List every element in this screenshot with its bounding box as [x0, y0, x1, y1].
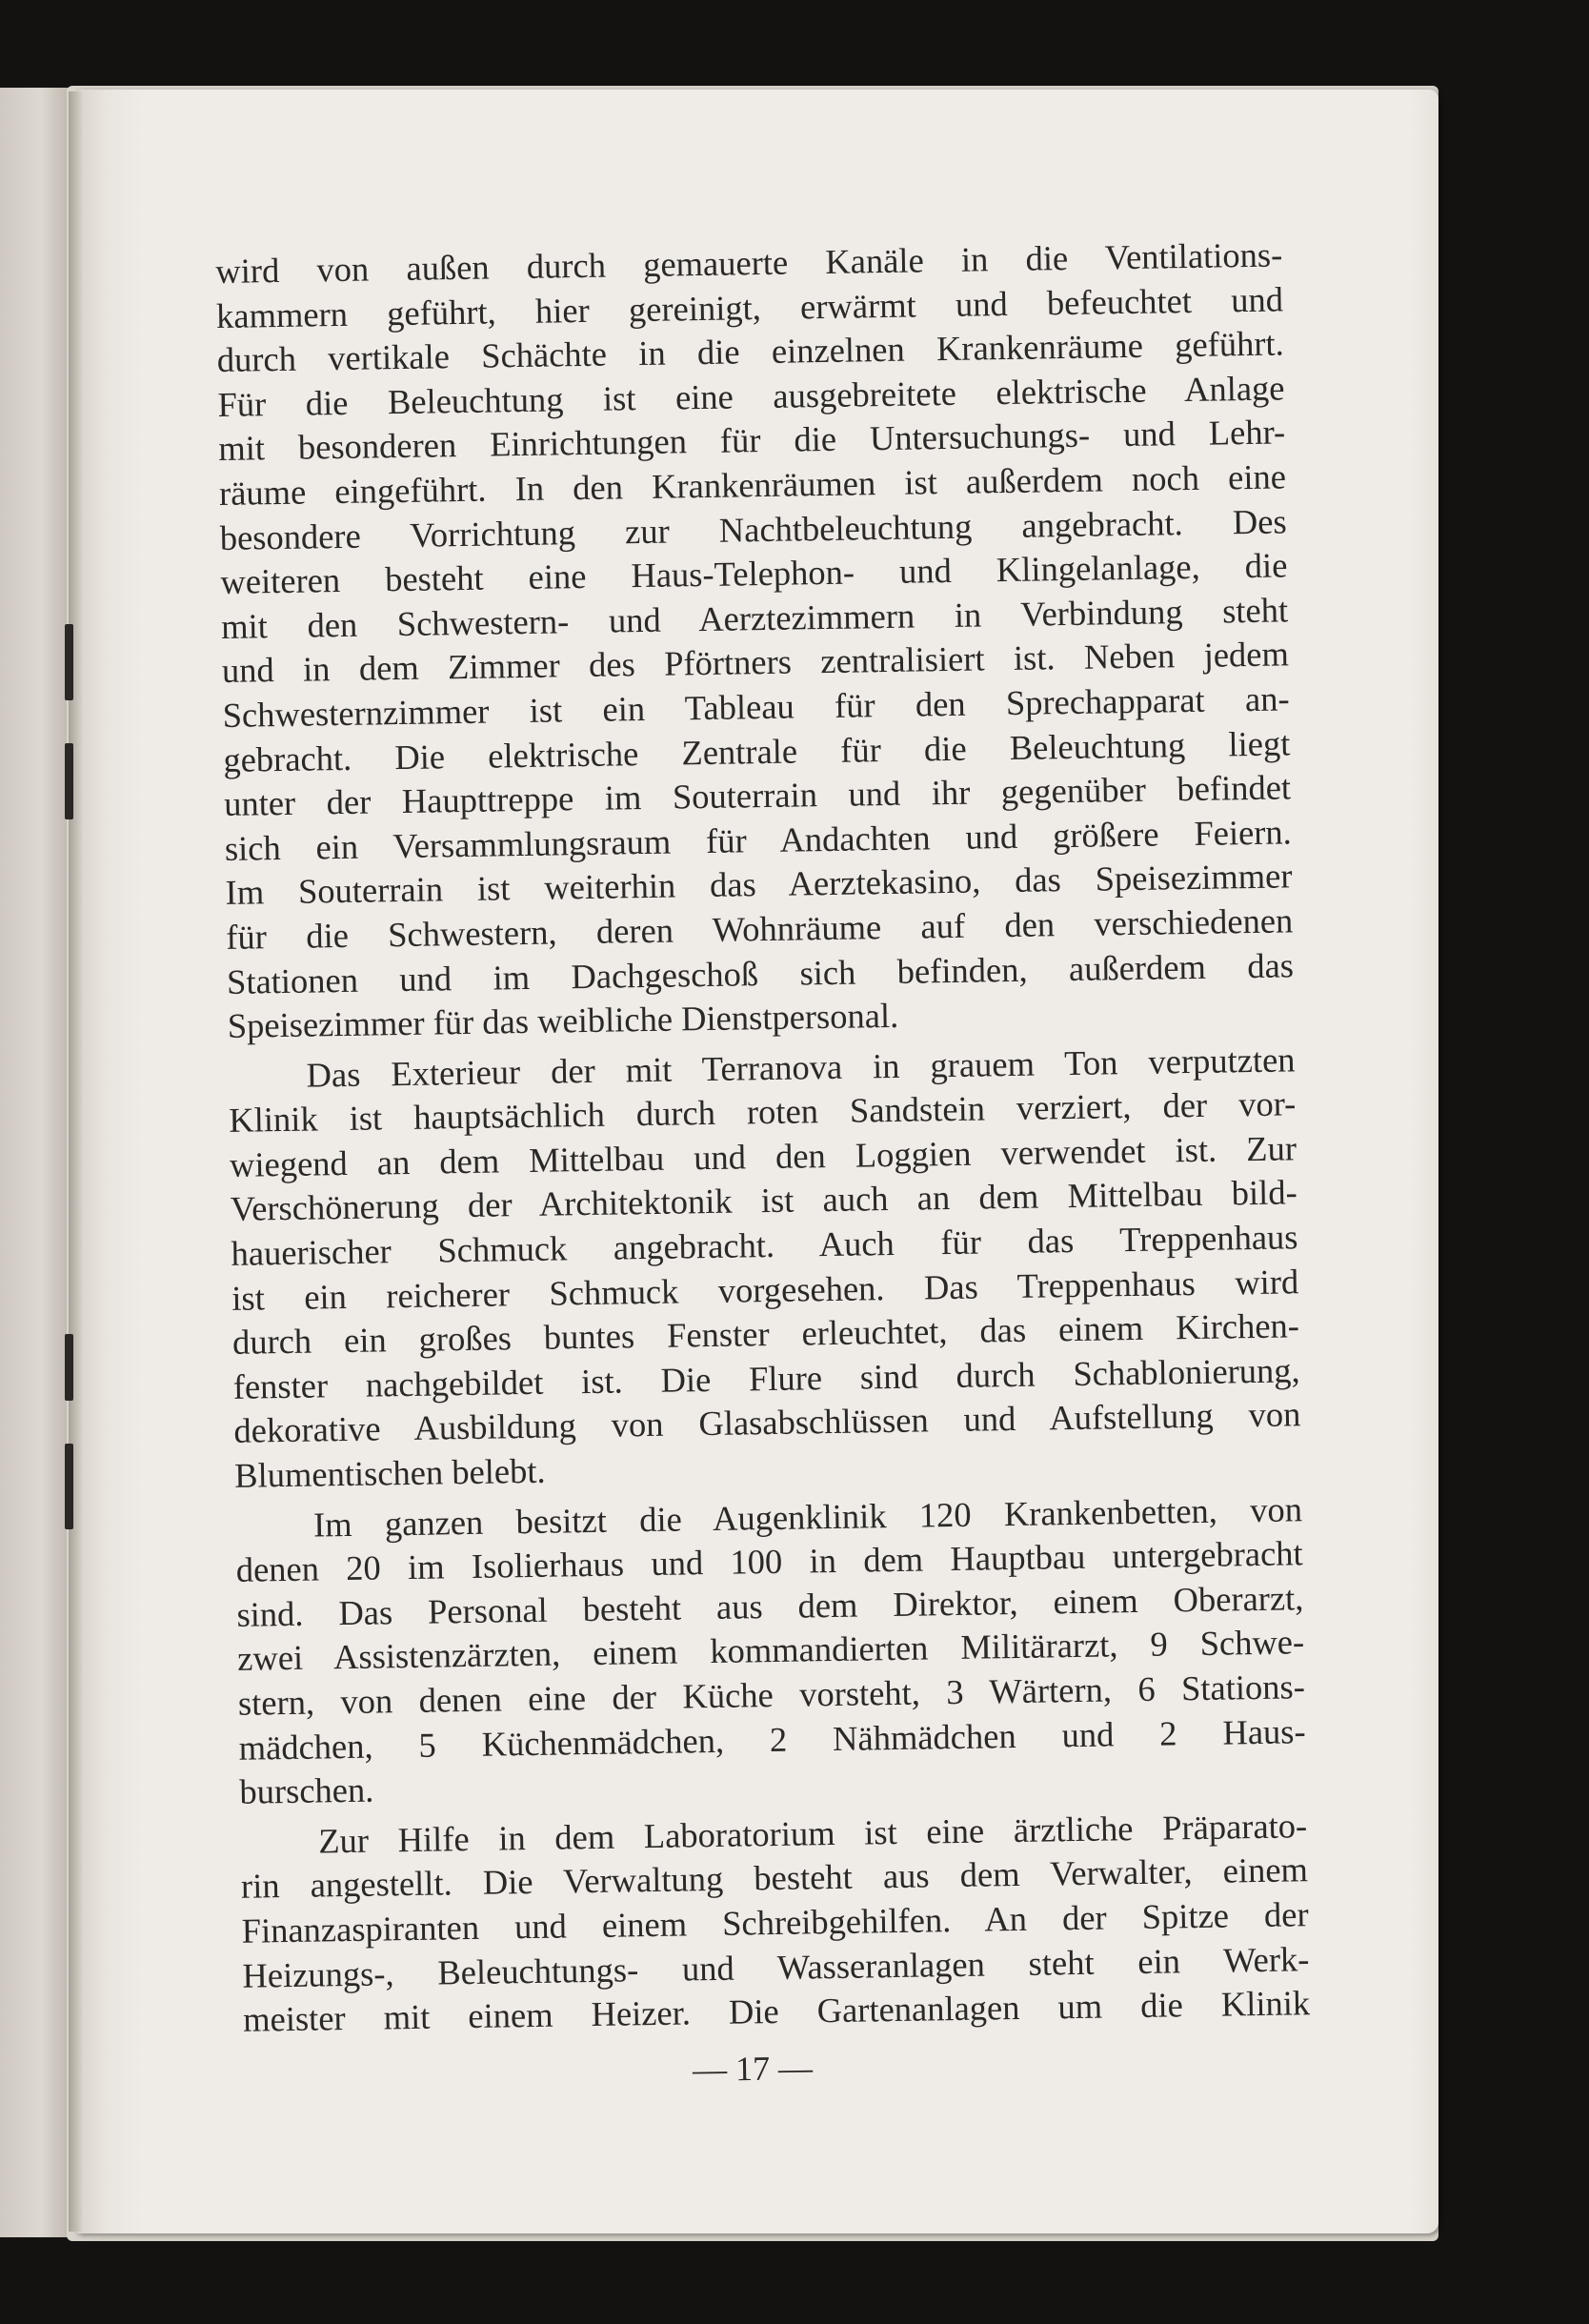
text-line: gebracht. Die elektrische Zentrale für die Beleuchtung liegt: [223, 722, 1291, 779]
text-line: für die Schwestern, deren Wohnräume auf den verschiedenen: [226, 900, 1294, 957]
text-line: stern, von denen eine der Küche vorsteht, 3 Wärtern, 6 Stations-: [237, 1667, 1306, 1723]
text-line: dekorative Ausbildung von Glasabschlüssen und Aufstellung von: [233, 1394, 1301, 1451]
text-line: hauerischer Schmuck angebracht. Auch für das Treppenhaus: [231, 1217, 1298, 1273]
text-line: mädchen, 5 Küchenmädchen, 2 Nähmädchen und 2 Haus-: [238, 1710, 1306, 1768]
body-text: [215, 232, 1310, 2042]
text-line: Blumentischen belebt.: [233, 1450, 546, 1495]
spine-binding-mark: [65, 624, 73, 700]
text-line: Im Souterrain ist weiterhin das Aerztekasino, das Speisezimmer: [225, 856, 1293, 913]
text-line: ist ein reicherer Schmuck vorgesehen. Das Treppenhaus wird: [231, 1261, 1299, 1318]
text-line: räume eingeführt. In den Krankenräumen ist außerdem noch eine: [218, 456, 1287, 513]
text-line: und in dem Zimmer des Pförtners zentralisiert ist. Neben jedem: [221, 634, 1290, 691]
text-line: weiteren besteht eine Haus-Telephon- und Klingelanlage, die: [220, 545, 1288, 602]
text-line: fenster nachgebildet ist. Die Flure sind durch Schablonierung,: [232, 1350, 1300, 1406]
spine-binding-mark: [65, 1444, 73, 1529]
text-line: denen 20 im Isolierhaus und 100 in dem Hauptbau untergebracht: [235, 1533, 1303, 1590]
text-line: Im ganzen besitzt die Augenklinik 120 Krankenbetten, von: [312, 1488, 1303, 1545]
page-gutter: [69, 91, 82, 2232]
text-line: Speisezimmer für das weibliche Dienstpersonal.: [227, 995, 899, 1045]
paragraph: [215, 232, 1295, 1048]
paragraph: [240, 1804, 1311, 2043]
text-line: Verschönerung der Architektonik ist auch an dem Mittelbau bild-: [230, 1172, 1298, 1229]
text-line: zwei Assistenzärzten, einem kommandierten Militärarzt, 9 Schwe-: [236, 1622, 1305, 1679]
text-line: Klinik ist hauptsächlich durch roten Sandstein verziert, der vor-: [229, 1083, 1297, 1141]
text-line: durch ein großes buntes Fenster erleuchtet, das einem Kirchen-: [231, 1305, 1300, 1363]
left-page-edge: [0, 88, 74, 2237]
spine-binding-mark: [65, 743, 73, 819]
text-line: durch vertikale Schächte in die einzelnen Krankenräume geführt.: [216, 323, 1285, 380]
text-line: Zur Hilfe in dem Laboratorium ist eine ärztliche Präparato-: [317, 1805, 1308, 1861]
text-line: Für die Beleuchtung ist eine ausgebreitete elektrische Anlage: [217, 368, 1285, 424]
text-line: Das Exterieur der mit Terranova in grauem Ton verputzten: [306, 1039, 1296, 1095]
text-line: rin angestellt. Die Verwaltung besteht aus dem Verwalter, einem: [240, 1849, 1309, 1907]
page-number: — 17 —: [692, 2049, 814, 2089]
text-line: burschen.: [239, 1769, 374, 1811]
text-line: Heizungs-, Beleuchtungs- und Wasseranlagen steht ein Werk-: [242, 1938, 1310, 1995]
spine-binding-mark: [65, 1334, 73, 1401]
text-line: sich ein Versammlungsraum für Andachten und größere Feiern.: [224, 812, 1293, 868]
text-line: Schwesternzimmer ist ein Tableau für den Sprechapparat an-: [222, 678, 1290, 735]
text-line: mit den Schwestern- und Aerztezimmern in Verbindung steht: [220, 590, 1289, 646]
text-line: wird von außen durch gemauerte Kanäle in die Ventilations-: [215, 234, 1283, 291]
text-line: kammern geführt, hier gereinigt, erwärmt und befeuchtet und: [215, 278, 1284, 335]
text-line: mit besonderen Einrichtungen für die Untersuchungs- und Lehr-: [217, 412, 1286, 469]
paragraph: [228, 1038, 1301, 1498]
text-line: wiegend an dem Mittelbau und den Loggien verwendet ist. Zur: [229, 1128, 1297, 1184]
text-line: besondere Vorrichtung zur Nachtbeleuchtung angebracht. Des: [219, 500, 1287, 557]
text-line: Finanzaspiranten und einem Schreibgehilfen. An der Spitze der: [241, 1894, 1309, 1950]
paragraph: [235, 1487, 1307, 1815]
text-line: unter der Haupttreppe im Souterrain und ihr gegenüber befindet: [223, 767, 1292, 824]
text-line: Stationen und im Dachgeschoß sich befinden, außerdem das: [226, 944, 1295, 1001]
text-line: sind. Das Personal besteht aus dem Direktor, einem Oberarzt,: [236, 1578, 1304, 1634]
text-line: meister mit einem Heizer. Die Gartenanlagen um die Klinik: [242, 1983, 1311, 2039]
